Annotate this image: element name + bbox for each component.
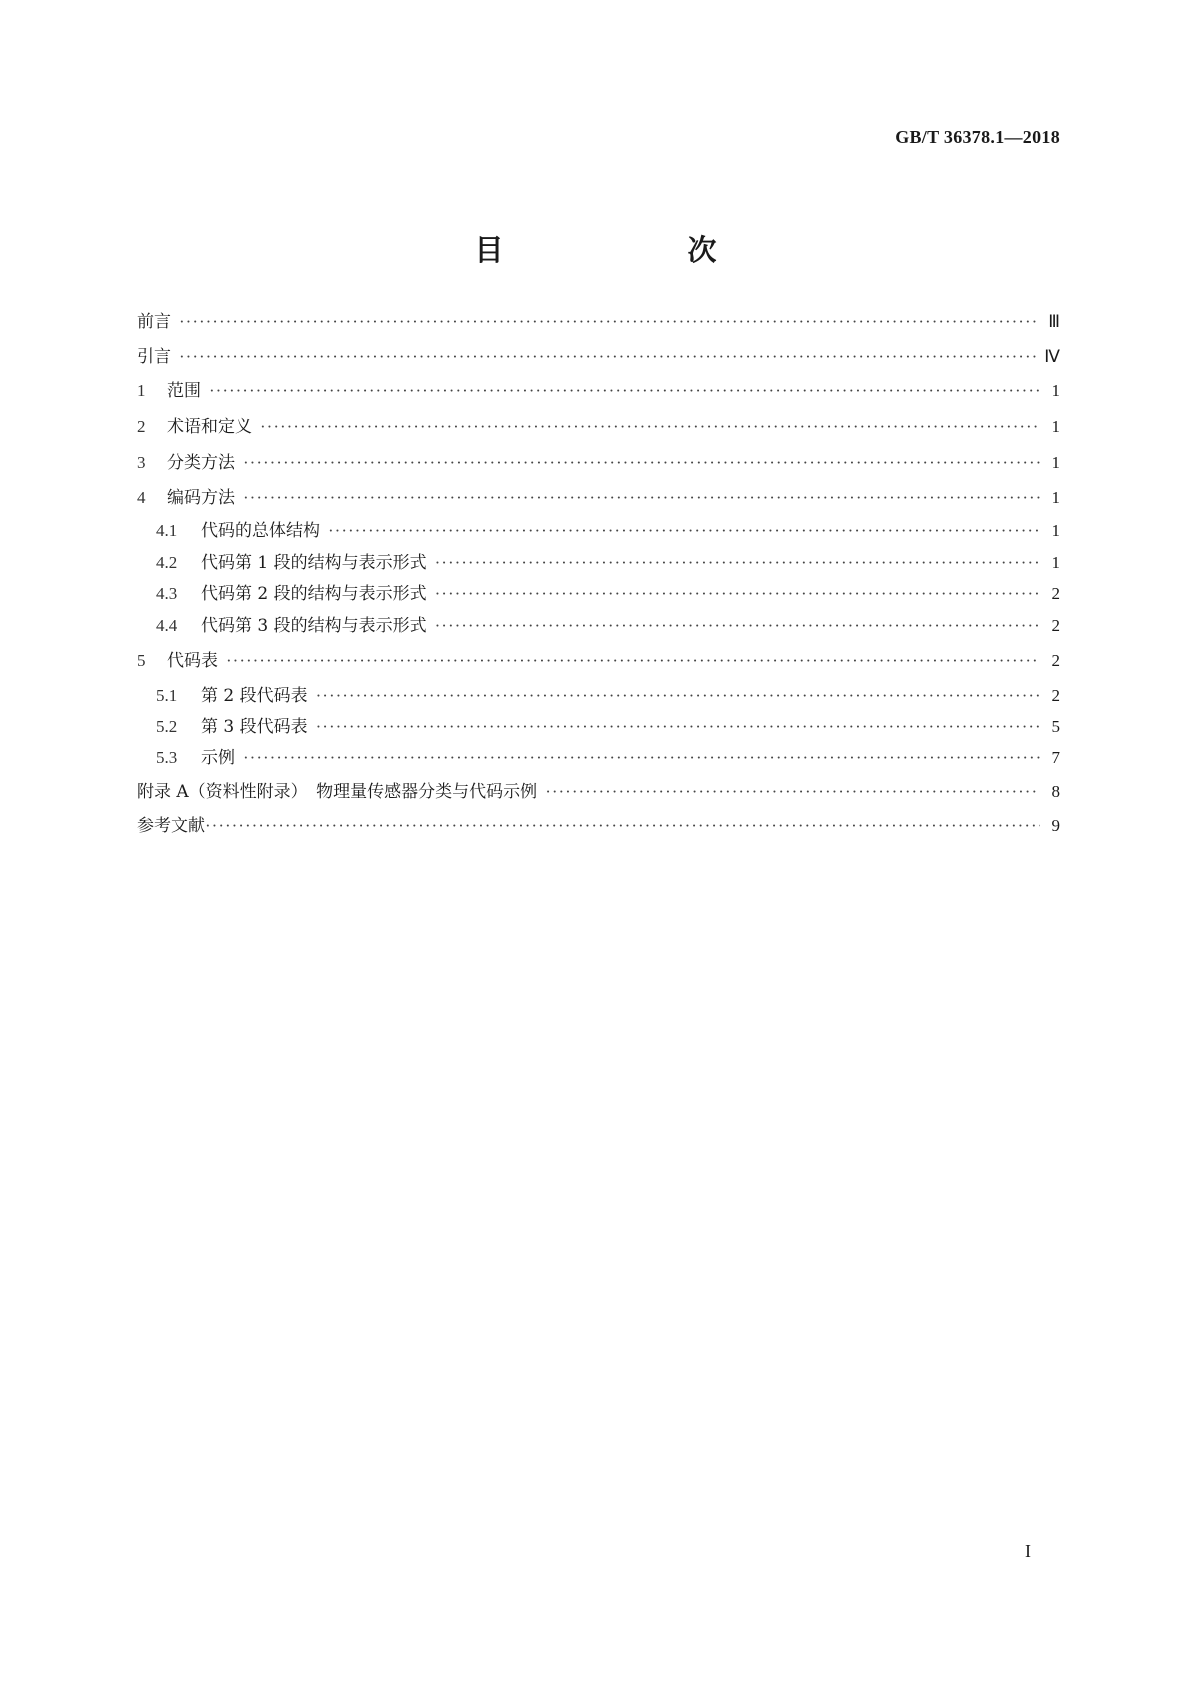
toc-entry-number: 4.2 (156, 553, 178, 572)
dot-leader (179, 309, 1040, 335)
toc-entry-page: 8 (1051, 782, 1060, 801)
toc-entry-number: 5 (137, 651, 146, 670)
toc-entry-title: 参考文献 (137, 816, 205, 836)
toc-entry-title: 代码第 1 段的结构与表示形式 (201, 553, 427, 573)
dot-leader (545, 779, 1040, 805)
dot-leader (243, 450, 1040, 476)
dot-leader (435, 613, 1040, 639)
toc-entry-title: 范围 (167, 381, 201, 401)
toc-entry-4-2[interactable] (156, 550, 1060, 576)
toc-entry-page: 2 (1051, 651, 1060, 670)
toc-entry-scope[interactable] (137, 378, 1060, 404)
toc-entry-title: 代码表 (167, 651, 218, 671)
toc-entry-code-table[interactable] (137, 648, 1060, 674)
toc-entry-annex-a[interactable] (137, 779, 1060, 805)
toc-entry-page: 2 (1051, 686, 1060, 705)
toc-entry-bibliography[interactable] (137, 813, 1060, 839)
toc-entry-title: 附录 A（资料性附录） 物理量传感器分类与代码示例 (137, 782, 538, 802)
toc-entry-page: 1 (1051, 488, 1060, 507)
dot-leader (243, 745, 1040, 771)
toc-entry-4-4[interactable] (156, 613, 1060, 639)
toc-entry-number: 3 (137, 453, 146, 472)
dot-leader (260, 414, 1040, 440)
toc-entry-number: 4.4 (156, 616, 178, 635)
toc-entry-title: 引言 (137, 347, 171, 367)
toc-entry-title: 术语和定义 (167, 417, 252, 437)
toc-entry-title: 前言 (137, 312, 171, 332)
toc-entry-page: Ⅲ (1048, 312, 1060, 331)
toc-entry-title: 编码方法 (167, 488, 235, 508)
dot-leader (435, 550, 1040, 576)
toc-entry-number: 1 (137, 381, 146, 400)
toc-entry-terms[interactable] (137, 414, 1060, 440)
toc-entry-number: 5.1 (156, 686, 178, 705)
toc-entry-page: 1 (1051, 417, 1060, 436)
toc-entry-page: 1 (1051, 521, 1060, 540)
dot-leader (328, 518, 1040, 544)
toc-entry-page: 9 (1051, 816, 1060, 835)
toc-entry-introduction[interactable] (137, 344, 1060, 370)
dot-leader (316, 683, 1040, 709)
toc-entry-title: 第 2 段代码表 (201, 686, 308, 706)
toc-entry-title: 代码第 2 段的结构与表示形式 (201, 584, 427, 604)
toc-entry-page: 1 (1051, 453, 1060, 472)
toc-entry-title: 代码第 3 段的结构与表示形式 (201, 616, 427, 636)
toc-entry-page: 2 (1051, 616, 1060, 635)
toc-entry-coding-method[interactable] (137, 485, 1060, 511)
standard-code: GB/T 36378.1—2018 (895, 127, 1060, 147)
dot-leader (243, 485, 1040, 511)
toc-entry-classification[interactable] (137, 450, 1060, 476)
toc-entry-title: 分类方法 (167, 453, 235, 473)
toc-entry-5-1[interactable] (156, 683, 1060, 709)
toc-entry-5-3[interactable] (156, 745, 1060, 771)
toc-entry-title: 第 3 段代码表 (201, 717, 308, 737)
page-title: 目 次 (474, 233, 759, 267)
toc-entry-4-3[interactable] (156, 581, 1060, 607)
dot-leader (316, 714, 1040, 740)
toc-entry-number: 5.3 (156, 748, 178, 767)
dot-leader (205, 813, 1040, 839)
toc-entry-title: 示例 (201, 748, 235, 768)
dot-leader (226, 648, 1040, 674)
toc-entry-title: 代码的总体结构 (201, 521, 320, 541)
toc-entry-number: 4 (137, 488, 146, 507)
toc-entry-foreword[interactable] (137, 309, 1060, 335)
dot-leader (209, 378, 1040, 404)
toc-entry-5-2[interactable] (156, 714, 1060, 740)
dot-leader (179, 344, 1038, 370)
toc-entry-page: Ⅳ (1044, 347, 1060, 366)
toc-entry-page: 7 (1051, 748, 1060, 767)
toc-entry-number: 4.3 (156, 584, 178, 603)
toc-entry-page: 1 (1051, 381, 1060, 400)
toc-entry-number: 4.1 (156, 521, 178, 540)
toc-entry-4-1[interactable] (156, 518, 1060, 544)
toc-entry-number: 5.2 (156, 717, 178, 736)
toc-entry-page: 5 (1051, 717, 1060, 736)
toc-entry-page: 2 (1051, 584, 1060, 603)
toc-entry-number: 2 (137, 417, 146, 436)
page-number: I (1025, 1541, 1031, 1561)
toc-entry-page: 1 (1051, 553, 1060, 572)
dot-leader (435, 581, 1040, 607)
